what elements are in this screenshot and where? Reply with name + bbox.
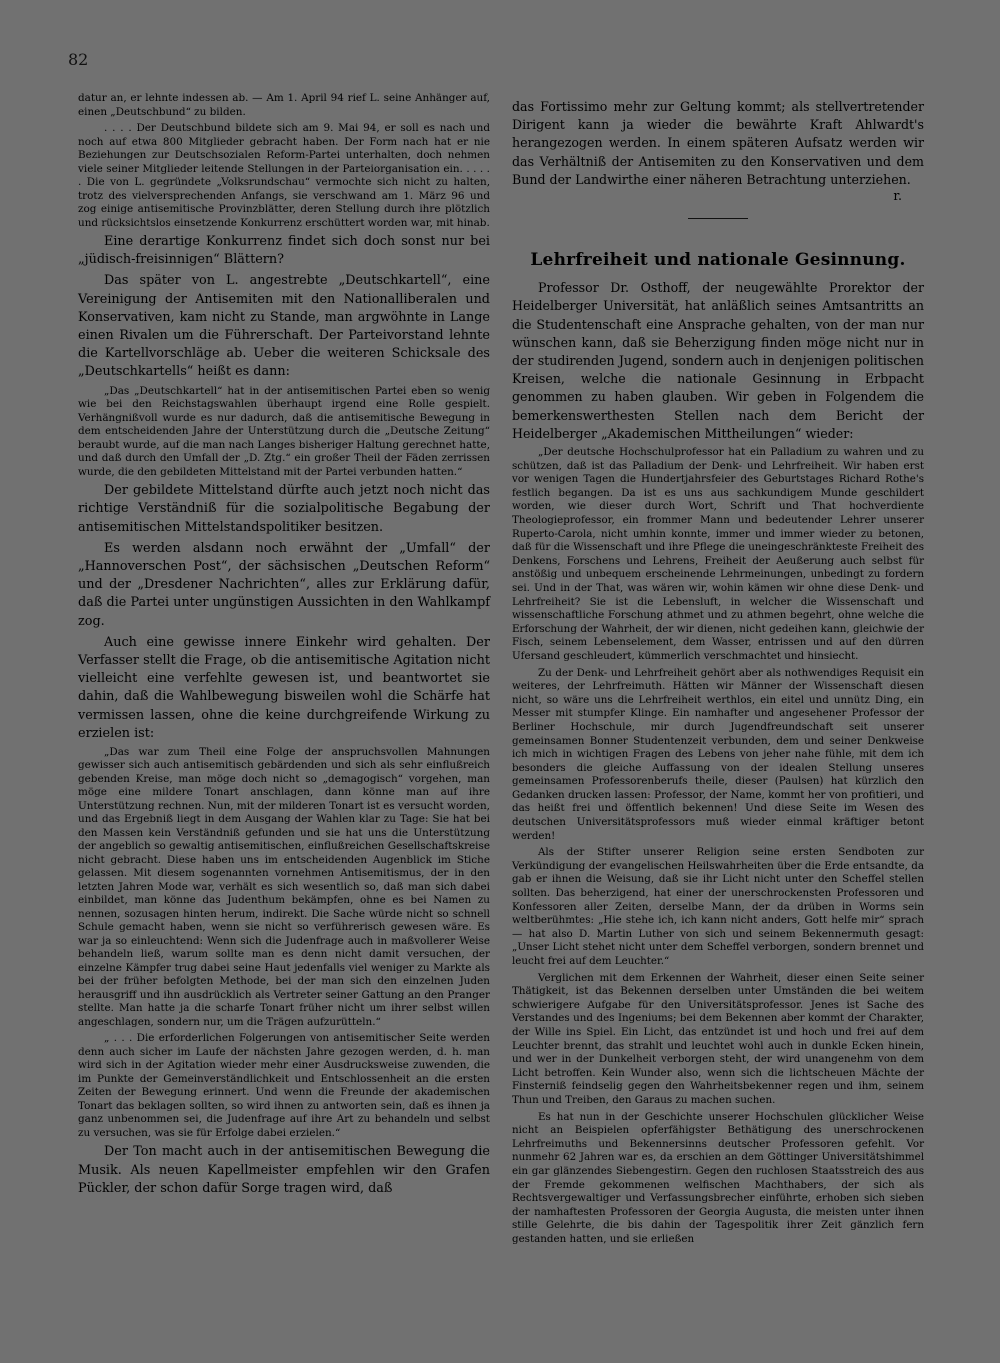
paragraph: Das später von L. angestrebte „Deutschkartell“, eine Vereinigung der Antisemiten mit den Nationalliberalen und Konservativen, kam nicht zu Stande, man argwöhnte in Lange einen Rivalen um die Führerschaft. Der Parteivorstand lehnte die Kartellvorschläge ab. Ueber die weiteren Schicksale des „Deutschkartells“ heißt es dann: <box>78 273 490 380</box>
right-column <box>512 98 924 1249</box>
paragraph: Professor Dr. Osthoff, der neugewählte Prorektor der Heidelberger Universität, hat anläßlich seines Amtsantritts an die Studentenschaft eine Ansprache gehalten, von der man nur wünschen kann, daß sie Beherzigung finden möge nicht nur in der studirenden Jugend, sondern auch in denjenigen politischen Kreisen, welche die nationale Gesinnung in Erbpacht genommen zu haben glauben. Wir geben in Folgendem die bemerkenswerthesten Stellen nach dem Bericht der Heidelberger „Akademischen Mittheilungen“ wieder: <box>512 280 924 441</box>
quoted-paragraph: „Das „Deutschkartell“ hat in der antisemitischen Partei eben so wenig wie bei den Reichstagswahlen überhaupt irgend eine Rolle gespielt. Verhängnißvoll wurde es nur dadurch, daß die antisemitische Bewegung in dem entscheidenden Jahre der Unterstützung durch die „Deutsche Zeitung“ beraubt wurde, auf die man nach Langes bisheriger Haltung gerechnet hatte, und daß durch den Umfall der „D. Ztg.“ ein großer Theil der Fäden zerrissen wurde, die den gebildeten Mittelstand mit der Partei verbunden hatten.“ <box>78 384 490 478</box>
quoted-paragraph: Als der Stifter unserer Religion seine ersten Sendboten zur Verkündigung der evangelischen Heilswahrheiten über die Erde entsandte, da gab er ihnen die Weisung, daß sie ihr Licht nicht unter den Scheffel stellen sollten. Das beherzigend, hat einer der unerschrockensten Professoren und Konfessoren aller Zeiten, derselbe Mann, der da drüben in Worms sein weltberühmtes: „Hie stehe ich, ich kann nicht anders, Gott helfe mir“ sprach — hat also D. Martin Luther von sich und seinem Bekennermuth gesagt: „Unser Licht stehet nicht unter dem Scheffel verborgen, sondern brennet und leucht frei auf dem Leuchter.“ <box>512 846 924 968</box>
paragraph: Der gebildete Mittelstand dürfte auch jetzt noch nicht das richtige Verständniß für die sozialpolitische Begabung der antisemitischen Mittelstandspolitiker besitzen. <box>78 483 490 535</box>
paragraph: Es werden alsdann noch erwähnt der „Umfall“ der „Hannoverschen Post“, der sächsischen „Deutschen Reform“ und der „Dresdener Nachrichten“, alles zur Erklärung dafür, daß die Partei unter ungünstigen Aussichten in den Wahlkampf zog. <box>78 540 490 629</box>
left-column <box>78 92 490 1201</box>
paragraph: Eine derartige Konkurrenz findet sich doch sonst nur bei „jüdisch-freisinnigen“ Blättern? <box>78 234 490 268</box>
quoted-paragraph: „Der deutsche Hochschulprofessor hat ein Palladium zu wahren und zu schützen, daß ist das Palladium der Denk- und Lehrfreiheit. Wir haben erst vor wenigen Tagen die Hundertjahrsfeier des Geburtstages Richard Rothe's festlich begangen. Da ist es uns aus sachkundigem Munde geschildert worden, wie dieser durch Wort, Schrift und That hochverdiente Theologieprofessor, ein frommer Mann und bedeutender Lehrer unserer Ruperto-Carola, nicht umhin konnte, immer und immer wieder zu betonen, daß für die Wissenschaft und ihre Pflege die uneingeschränkteste Freiheit des Denkens, Forschens und Lehrens, Freiheit der Aeußerung auch selbst für anstößig und unbequem erscheinende Lehrmeinungen, unbedingt zu fordern sei. Und in der That, was wären wir, wohin kämen wir ohne diese Denk- und Lehrfreiheit? Sie ist die Lebensluft, in welcher die Wissenschaft und wissenschaftliche Forschung athmet und zu athmen begehrt, ohne welche die Erforschung der Wahrheit, der wir dienen, nicht gedeihen kann, gleichwie der Fisch, seinem Lebenselement, dem Wasser, entrissen und auf den dürren Ufersand geschleudert, kümmerlich verschmachtet und hinsiecht. <box>512 446 924 662</box>
quoted-paragraph: Es hat nun in der Geschichte unserer Hochschulen glücklicher Weise nicht an Beispielen opferfähigster Bethätigung des unerschrockenen Lehrfreimuths und Bekennersinns deutscher Professoren gefehlt. Vor nunmehr 62 Jahren war es, da erschien an dem Göttinger Universitätshimmel ein gar glänzendes Siebengestirn. Gegen den ruchlosen Staatsstreich des aus der Fremde gekommenen welfischen Machthabers, der sich als Rechtsvergewaltiger und Verfassungsbrecher einführte, erhoben sich sieben der namhaftesten Professoren der Georgia Augusta, die meisten unter ihnen stille Gelehrte, die bis dahin der Tagespolitik ihrer Zeit gänzlich fern gestanden hatten, und sie erließen <box>512 1110 924 1245</box>
author-signature: r. <box>893 188 902 204</box>
quoted-paragraph: datur an, er lehnte indessen ab. — Am 1. April 94 rief L. seine Anhänger auf, einen „Deutschbund“ zu bilden. <box>78 92 490 118</box>
quoted-paragraph: „ . . . Die erforderlichen Folgerungen von antisemitischer Seite werden denn auch sicher im Laufe der nächsten Jahre gezogen werden, d. h. man wird sich in der Agitation wieder mehr einer Ausdrucksweise zuwenden, die im Punkte der Gemeinverständlichkeit und Entschlossenheit an die ersten Zeiten der Bewegung erinnert. Und wenn die Freunde der akademischen Tonart das beklagen sollten, so wird ihnen zu antworten sein, daß es ihnen ja ganz unbenommen sei, die Judenfrage auf ihre Art zu behandeln und selbst zu versuchen, was sie für Erfolge dabei erzielen.“ <box>78 1032 490 1139</box>
article-body <box>512 279 924 1246</box>
paragraph-continuation: das Fortissimo mehr zur Geltung kommt; als stellvertretender Dirigent kann ja wieder die bewährte Kraft Ahlwardt's herangezogen werden. In einem späteren Aufsatz werden wir das Verhältniß der Antisemiten zu den Konservativen und dem Bund der Landwirthe einer näheren Betrachtung unterziehen. <box>512 99 924 187</box>
quoted-paragraph: „Das war zum Theil eine Folge der anspruchsvollen Mahnungen gewisser sich auch antisemitisch gebärdenden und sich als sehr einflußreich gebenden Kreise, man möge doch nicht so „demagogisch“ vorgehen, man möge eine mildere Tonart anschlagen, dann könne man auf ihre Unterstützung rechnen. Nun, mit der milderen Tonart ist es versucht worden, und das Ergebniß liegt in dem Ausgang der Wahlen klar zu Tage: Sie hat bei den Massen kein Verständniß gefunden und sie hat uns die Unterstützung der angeblich so gewaltig antisemitischen, einflußreichen Gesellschaftskreise nicht gebracht. Diese haben uns im entscheidenden Augenblick im Stiche gelassen. Mit diesem sogenannten vornehmen Antisemitismus, der in den letzten Jahren Mode war, verhält es sich wesentlich so, daß man sich dabei einbildet, man könne das Judenthum bekämpfen, ohne es bei Namen zu nennen, sozusagen hinten herum, indirekt. Die Sache würde nicht so schnell Schule gemacht haben, wenn sie nicht so verführerisch gewesen wäre. Es war ja so einleuchtend: Wenn sich die Judenfrage auch in maßvollerer Weise behandeln ließ, warum sollte man es denn nicht damit versuchen, der einzelne Kämpfer trug dabei seine Haut jedenfalls viel weniger zu Markte als bei der früher befolgten Methode, bei der man sich den einzelnen Juden herausgriff und ihn ausdrücklich als Vertreter seiner Gattung an den Pranger stellte. Man hatte ja die scharfe Tonart früher nicht um ihrer selbst willen angeschlagen, sondern nur, um die Trägen aufzurütteln.“ <box>78 745 490 1028</box>
quoted-paragraph: Verglichen mit dem Erkennen der Wahrheit, dieser einen Seite seiner Thätigkeit, ist das Bekennen derselben unter Umständen die bei weitem schwierigere Aufgabe für den Universitätsprofessor. Jenes ist Sache des Verstandes und des Ingeniums; bei dem Bekennen aber kommt der Charakter, der Wille ins Spiel. Ein Licht, das entzündet ist und hoch und frei auf dem Leuchter brennt, das strahlt und leuchtet wohl auch in dunkle Ecken hinein, und wer in der Dunkelheit verborgen steht, der wird unangenehm von dem Licht betroffen. Kein Wunder also, wenn sich die lichtscheuen Mächte der Finsterniß feindselig gegen den Wahrheitsbekenner regen und ihm, seinem Thun und Treiben, den Garaus zu machen suchen. <box>512 971 924 1106</box>
paragraph: Auch eine gewisse innere Einkehr wird gehalten. Der Verfasser stellt die Frage, ob die antisemitische Agitation nicht vielleicht eine verfehlte gewesen ist, und beantwortet sie dahin, daß die Wahlbewegung bisweilen wohl die Schärfe hat vermissen lassen, ohne die keine durchgreifende Wirkung zu erzielen ist: <box>78 634 490 741</box>
quoted-paragraph: Zu der Denk- und Lehrfreiheit gehört aber als nothwendiges Requisit ein weiteres, der Lehrfreimuth. Hätten wir Männer der Wissenschaft diesen nicht, so wäre uns die Lehrfreiheit werthlos, ein eitel und unnütz Ding, ein Messer mit stumpfer Klinge. Ein namhafter und angesehener Professor der Berliner Hochschule, mir durch Jugendfreundschaft seit unserer gemeinsamen Bonner Studentenzeit verbunden, dem und seiner Denkweise ich mich in wichtigen Fragen des Lebens von jeher nahe fühle, mit dem ich besonders die gleiche Auffassung von der idealen Stellung unseres gemeinsamen Professorenberufs theile, dieser (Paulsen) hat kürzlich den Gedanken drucken lassen: Professor, der Name, kommt her von profitieri, und das heißt frei und öffentlich bekennen! Und diese Seite im Wesen des deutschen Universitätsprofessors muß wieder einmal kräftiger betont werden! <box>512 666 924 842</box>
page-number: 82 <box>68 50 89 69</box>
quoted-paragraph: . . . . Der Deutschbund bildete sich am 9. Mai 94, er soll es nach und noch auf etwa 800 Mitglieder gebracht haben. Der Form nach hat er nie Beziehungen zur Deutschsozialen Reform-Partei unterhalten, doch nehmen viele seiner Mitglieder leitende Stellungen in der Parteiorganisation ein. . . . . . Die von L. gegründete „Volksrundschau“ vermochte sich nicht zu halten, trotz des vielversprechenden Anfangs, sie verschwand am 1. März 96 und zog einige antisemitische Provinzblätter, deren Stellung durch ihre plötzlich und rücksichtslos einsetzende Konkurrenz erschüttert worden war, mit hinab. <box>78 122 490 229</box>
paragraph: Der Ton macht auch in der antisemitischen Bewegung die Musik. Als neuen Kapellmeister empfehlen wir den Grafen Pückler, der schon dafür Sorge tragen wird, daß <box>78 1144 490 1196</box>
section-divider <box>688 218 748 219</box>
article-heading: Lehrfreiheit und nationale Gesinnung. <box>530 250 906 271</box>
